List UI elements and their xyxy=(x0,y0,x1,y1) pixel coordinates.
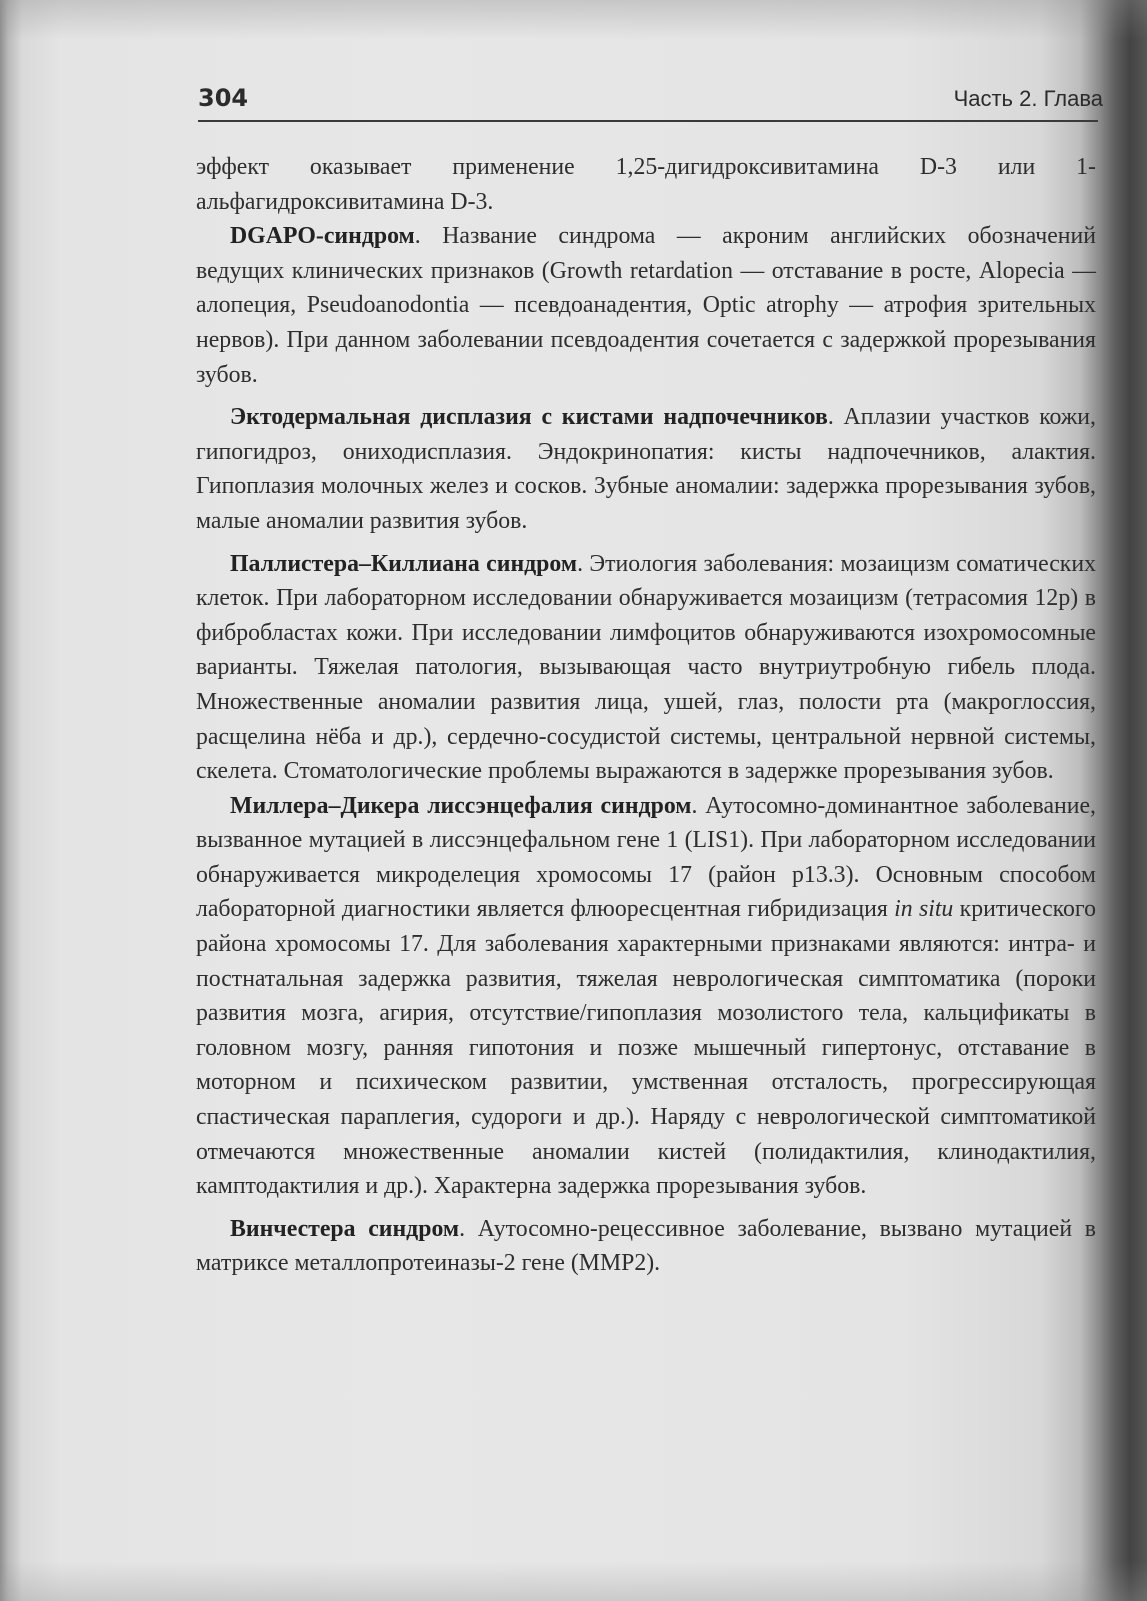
page-number: 304 xyxy=(198,84,249,112)
term-miller-dieker: Миллера–Дикера лиссэнцефалия синдром xyxy=(230,792,692,819)
italic-in-situ: in situ xyxy=(894,896,954,923)
term-dgapo: DGAPO-синдром xyxy=(230,223,415,250)
paragraph-continuation: эффект оказывает применение 1,25-дигидроксивитамина D-3 или 1-альфагидроксивитамина D-3. xyxy=(196,154,1096,215)
page-header xyxy=(198,84,1103,122)
paragraph-winchester: Винчестера синдром. Аутосомно-рецессивное заболевание, вызвано мутацией в матриксе металлопротеиназы-2 гене (MMP2). xyxy=(196,1215,1096,1277)
term-winchester: Винчестера синдром xyxy=(230,1215,460,1242)
header-rule xyxy=(198,120,1098,122)
paragraph-dgapo: DGAPO-синдром. Название синдрома — акроним английских обозначений ведущих клинических признаков (Growth retardation — отставание в росте, Alopecia — алопеция, Pseudoanodontia — псевдоанадентия, Optic atrophy — атрофия зрительных нервов). При данном заболевании псевдоадентия сочетается с задержкой прорезывания зубов. xyxy=(196,223,1096,388)
running-head: Часть 2. Глава xyxy=(953,86,1103,111)
paragraph-pallister-killian: Паллистера–Киллиана синдром. Этиология заболевания: мозаицизм соматических клеток. При лабораторном исследовании обнаруживается мозаицизм (тетрасомия 12р) в фибробластах кожи. При исследовании лимфоцитов обнаруживаются изохромосомные варианты. Тяжелая патология, вызывающая часто внутриутробную гибель плода. Множественные аномалии развития лица, ушей, глаз, полости рта (макроглоссия, расщелина нёба и др.), сердечно-сосудистой системы, центральной нервной системы, скелета. Стоматологические проблемы выражаются в задержке прорезывания зубов. xyxy=(196,550,1096,785)
body-text xyxy=(196,150,1096,1281)
paragraph-ectodermal: Эктодермальная дисплазия с кистами надпочечников. Аплазии участков кожи, гипогидроз, ониходисплазия. Эндокринопатия: кисты надпочечников, алактия. Гипоплазия молочных желез и сосков. Зубные аномалии: задержка прорезывания зубов, малые аномалии развития зубов. xyxy=(196,404,1096,534)
term-pallister-killian: Паллистера–Киллиана синдром xyxy=(230,550,578,577)
paragraph-miller-dieker: Миллера–Дикера лиссэнцефалия синдром. Аутосомно-доминантное заболевание, вызванное мутацией в лиссэнцефальном гене 1 (LIS1). При лабораторном исследовании обнаруживается микроделеция хромосомы 17 (район р13.3). Основным способом лабораторной диагностики является флюоресцентная гибридизация in situ критического района хромосомы 17. Для заболевания характерными признаками являются: интра- и постнатальная задержка развития, тяжелая неврологическая симптоматика (пороки развития мозга, агирия, отсутствие/гипоплазия мозолистого тела, кальцификаты в головном мозгу, ранняя гипотония и позже мышечный гипертонус, отставание в моторном и психическом развитии, умственная отсталость, прогрессирующая спастическая параплегия, судороги и др.). Наряду с неврологической симптоматикой отмечаются множественные аномалии кистей (полидактилия, клинодактилия, камптодактилия и др.). Характерна задержка прорезывания зубов. xyxy=(196,792,1096,1200)
term-ectodermal: Эктодермальная дисплазия с кистами надпочечников xyxy=(230,404,828,431)
